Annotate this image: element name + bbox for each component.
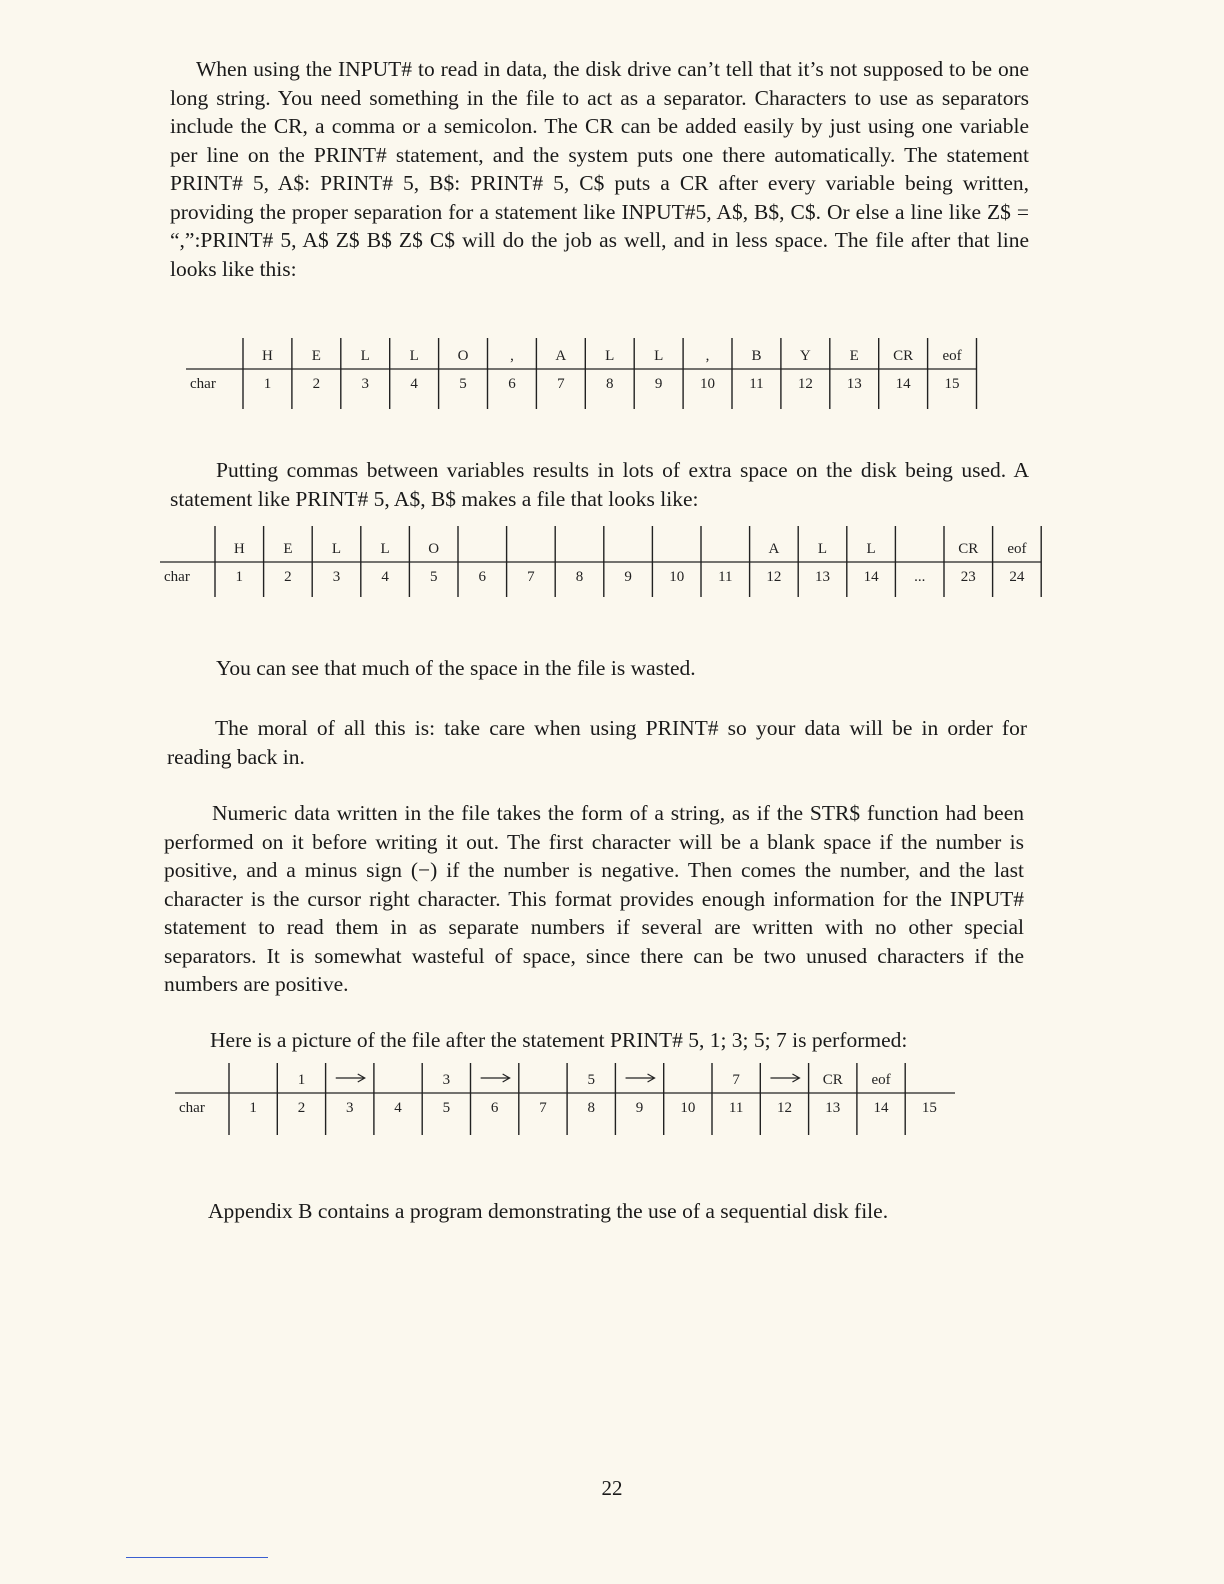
cell-position: 6 <box>478 569 487 585</box>
cell-character: CR <box>893 348 914 364</box>
footnote-rule <box>126 1557 268 1558</box>
cell-character: O <box>457 348 469 364</box>
cell-position: 7 <box>557 376 565 392</box>
cell-position: 10 <box>680 1100 696 1116</box>
cell-character: A <box>768 541 780 557</box>
cell-character: eof <box>942 348 962 364</box>
cell-position: 6 <box>508 376 516 392</box>
cell-position: 8 <box>587 1100 595 1116</box>
cell-character: L <box>380 541 390 557</box>
cell-position: 12 <box>776 1100 792 1116</box>
paragraph-appendix-b: Appendix B contains a program demonstrating the use of a sequential disk file. <box>208 1199 889 1223</box>
cell-character: eof <box>1007 541 1027 557</box>
cell-character: L <box>866 541 876 557</box>
cell-position: 9 <box>654 376 663 392</box>
cell-position: 14 <box>863 569 879 585</box>
row-label: char <box>179 1100 205 1116</box>
cell-position: 13 <box>846 376 862 392</box>
cell-position: 9 <box>624 569 632 585</box>
cell-character: B <box>751 348 762 364</box>
cell-character: E <box>283 541 293 557</box>
cell-character: 3 <box>442 1072 451 1088</box>
cell-position: 8 <box>606 376 614 392</box>
cell-character: L <box>331 541 342 557</box>
file-layout-diagram <box>160 522 1050 602</box>
cell-position: 1 <box>249 1100 257 1116</box>
cell-character: 5 <box>587 1072 595 1088</box>
cell-character: Y <box>799 348 811 364</box>
cell-character: L <box>360 348 370 364</box>
file-layout-diagram <box>186 338 986 413</box>
paragraph-space-wasted: You can see that much of the space in the file is wasted. <box>216 656 696 680</box>
cell-position: ... <box>914 569 926 585</box>
cell-position: 7 <box>527 569 535 585</box>
file-layout-diagram <box>175 1062 975 1142</box>
cell-character: , <box>705 348 710 364</box>
cell-position: 8 <box>575 569 584 585</box>
cell-position: 10 <box>669 569 685 585</box>
cell-character: CR <box>958 541 979 557</box>
paragraph-input-separators: When using the INPUT# to read in data, the disk drive can’t tell that it’s not supposed to be one long string. You need something in the file to act as a separator. Characters to use as separators include the CR, a comma or a semicolon. The CR can be added easily by just using one variable per line on the PRINT# statement, and the system puts one there automatically. The statement PRINT# 5, A$: PRINT# 5, B$: PRINT# 5, C$ puts a CR after every variable being written, providing the proper separation for a statement like INPUT#5, A$, B$, C$. Or else a line like Z$ = “,”:PRINT# 5, A$ Z$ B$ Z$ C$ will do the job as well, and in less space. The file after that line looks like this: <box>170 57 1029 281</box>
cell-position: 5 <box>429 569 438 585</box>
cell-position: 1 <box>263 376 272 392</box>
cell-position: 14 <box>873 1100 889 1116</box>
paragraph-commas-space: Putting commas between variables results in lots of extra space on the disk being used. A statement like PRINT# 5, A$, B$ makes a file that looks like: <box>170 458 1029 511</box>
cell-position: 15 <box>944 376 960 392</box>
cell-character: H <box>233 541 245 557</box>
cell-position: 2 <box>297 1100 306 1116</box>
cell-position: 3 <box>361 376 369 392</box>
cell-character: L <box>605 348 615 364</box>
cell-position: 5 <box>459 376 467 392</box>
file-layout-figure-3 <box>175 1062 975 1142</box>
cell-character: E <box>311 348 321 364</box>
cell-character: A <box>555 348 567 364</box>
cell-position: 13 <box>825 1100 841 1116</box>
cell-position: 11 <box>718 569 733 585</box>
cell-character: H <box>262 348 273 364</box>
cell-position: 4 <box>394 1100 402 1116</box>
cell-character: 1 <box>297 1072 306 1088</box>
cell-character: O <box>428 541 440 557</box>
cell-character: 7 <box>732 1072 740 1088</box>
cell-position: 4 <box>410 376 418 392</box>
cell-position: 1 <box>235 569 244 585</box>
row-label: char <box>164 569 190 585</box>
cell-character: eof <box>871 1072 891 1088</box>
cell-character: CR <box>822 1072 843 1088</box>
cell-character: , <box>510 348 514 364</box>
cell-position: 23 <box>960 569 976 585</box>
paragraph-numeric-data: Numeric data written in the file takes the form of a string, as if the STR$ function had been performed on it before writing it out. The first character will be a blank space if the number is positive, and a minus sign (−) if the number is negative. Then comes the number, and the last character is the cursor right character. This format provides enough information for the INPUT# statement to read them in as separate numbers if several are written with no other special separators. It is somewhat wasteful of space, since there can be two unused characters if the numbers are positive. <box>164 801 1024 996</box>
cell-character: L <box>654 348 664 364</box>
cell-position: 9 <box>635 1100 644 1116</box>
cell-character: L <box>817 541 828 557</box>
cell-position: 15 <box>921 1100 937 1116</box>
cell-position: 12 <box>797 376 813 392</box>
cell-position: 11 <box>728 1100 744 1116</box>
paragraph-moral: The moral of all this is: take care when using PRINT# so your data will be in order for reading back in. <box>167 716 1027 769</box>
row-label: char <box>190 376 216 392</box>
file-layout-figure-1 <box>186 338 986 413</box>
cell-character: L <box>409 348 419 364</box>
cell-position: 5 <box>442 1100 451 1116</box>
cell-character: E <box>849 348 859 364</box>
cell-position: 14 <box>895 376 911 392</box>
paragraph-print-picture: Here is a picture of the file after the statement PRINT# 5, 1; 3; 5; 7 is performed: <box>210 1028 908 1052</box>
cell-position: 3 <box>346 1100 354 1116</box>
cell-position: 10 <box>700 376 716 392</box>
cell-position: 6 <box>490 1100 499 1116</box>
cell-position: 12 <box>766 569 782 585</box>
cell-position: 4 <box>381 569 389 585</box>
file-layout-figure-2 <box>160 522 1050 602</box>
cell-position: 13 <box>815 569 830 585</box>
cell-position: 7 <box>539 1100 547 1116</box>
cell-position: 3 <box>332 569 341 585</box>
cell-position: 2 <box>312 376 321 392</box>
cell-position: 11 <box>749 376 764 392</box>
cell-position: 24 <box>1009 569 1025 585</box>
page-number: 22 <box>601 1476 623 1500</box>
cell-position: 2 <box>284 569 292 585</box>
